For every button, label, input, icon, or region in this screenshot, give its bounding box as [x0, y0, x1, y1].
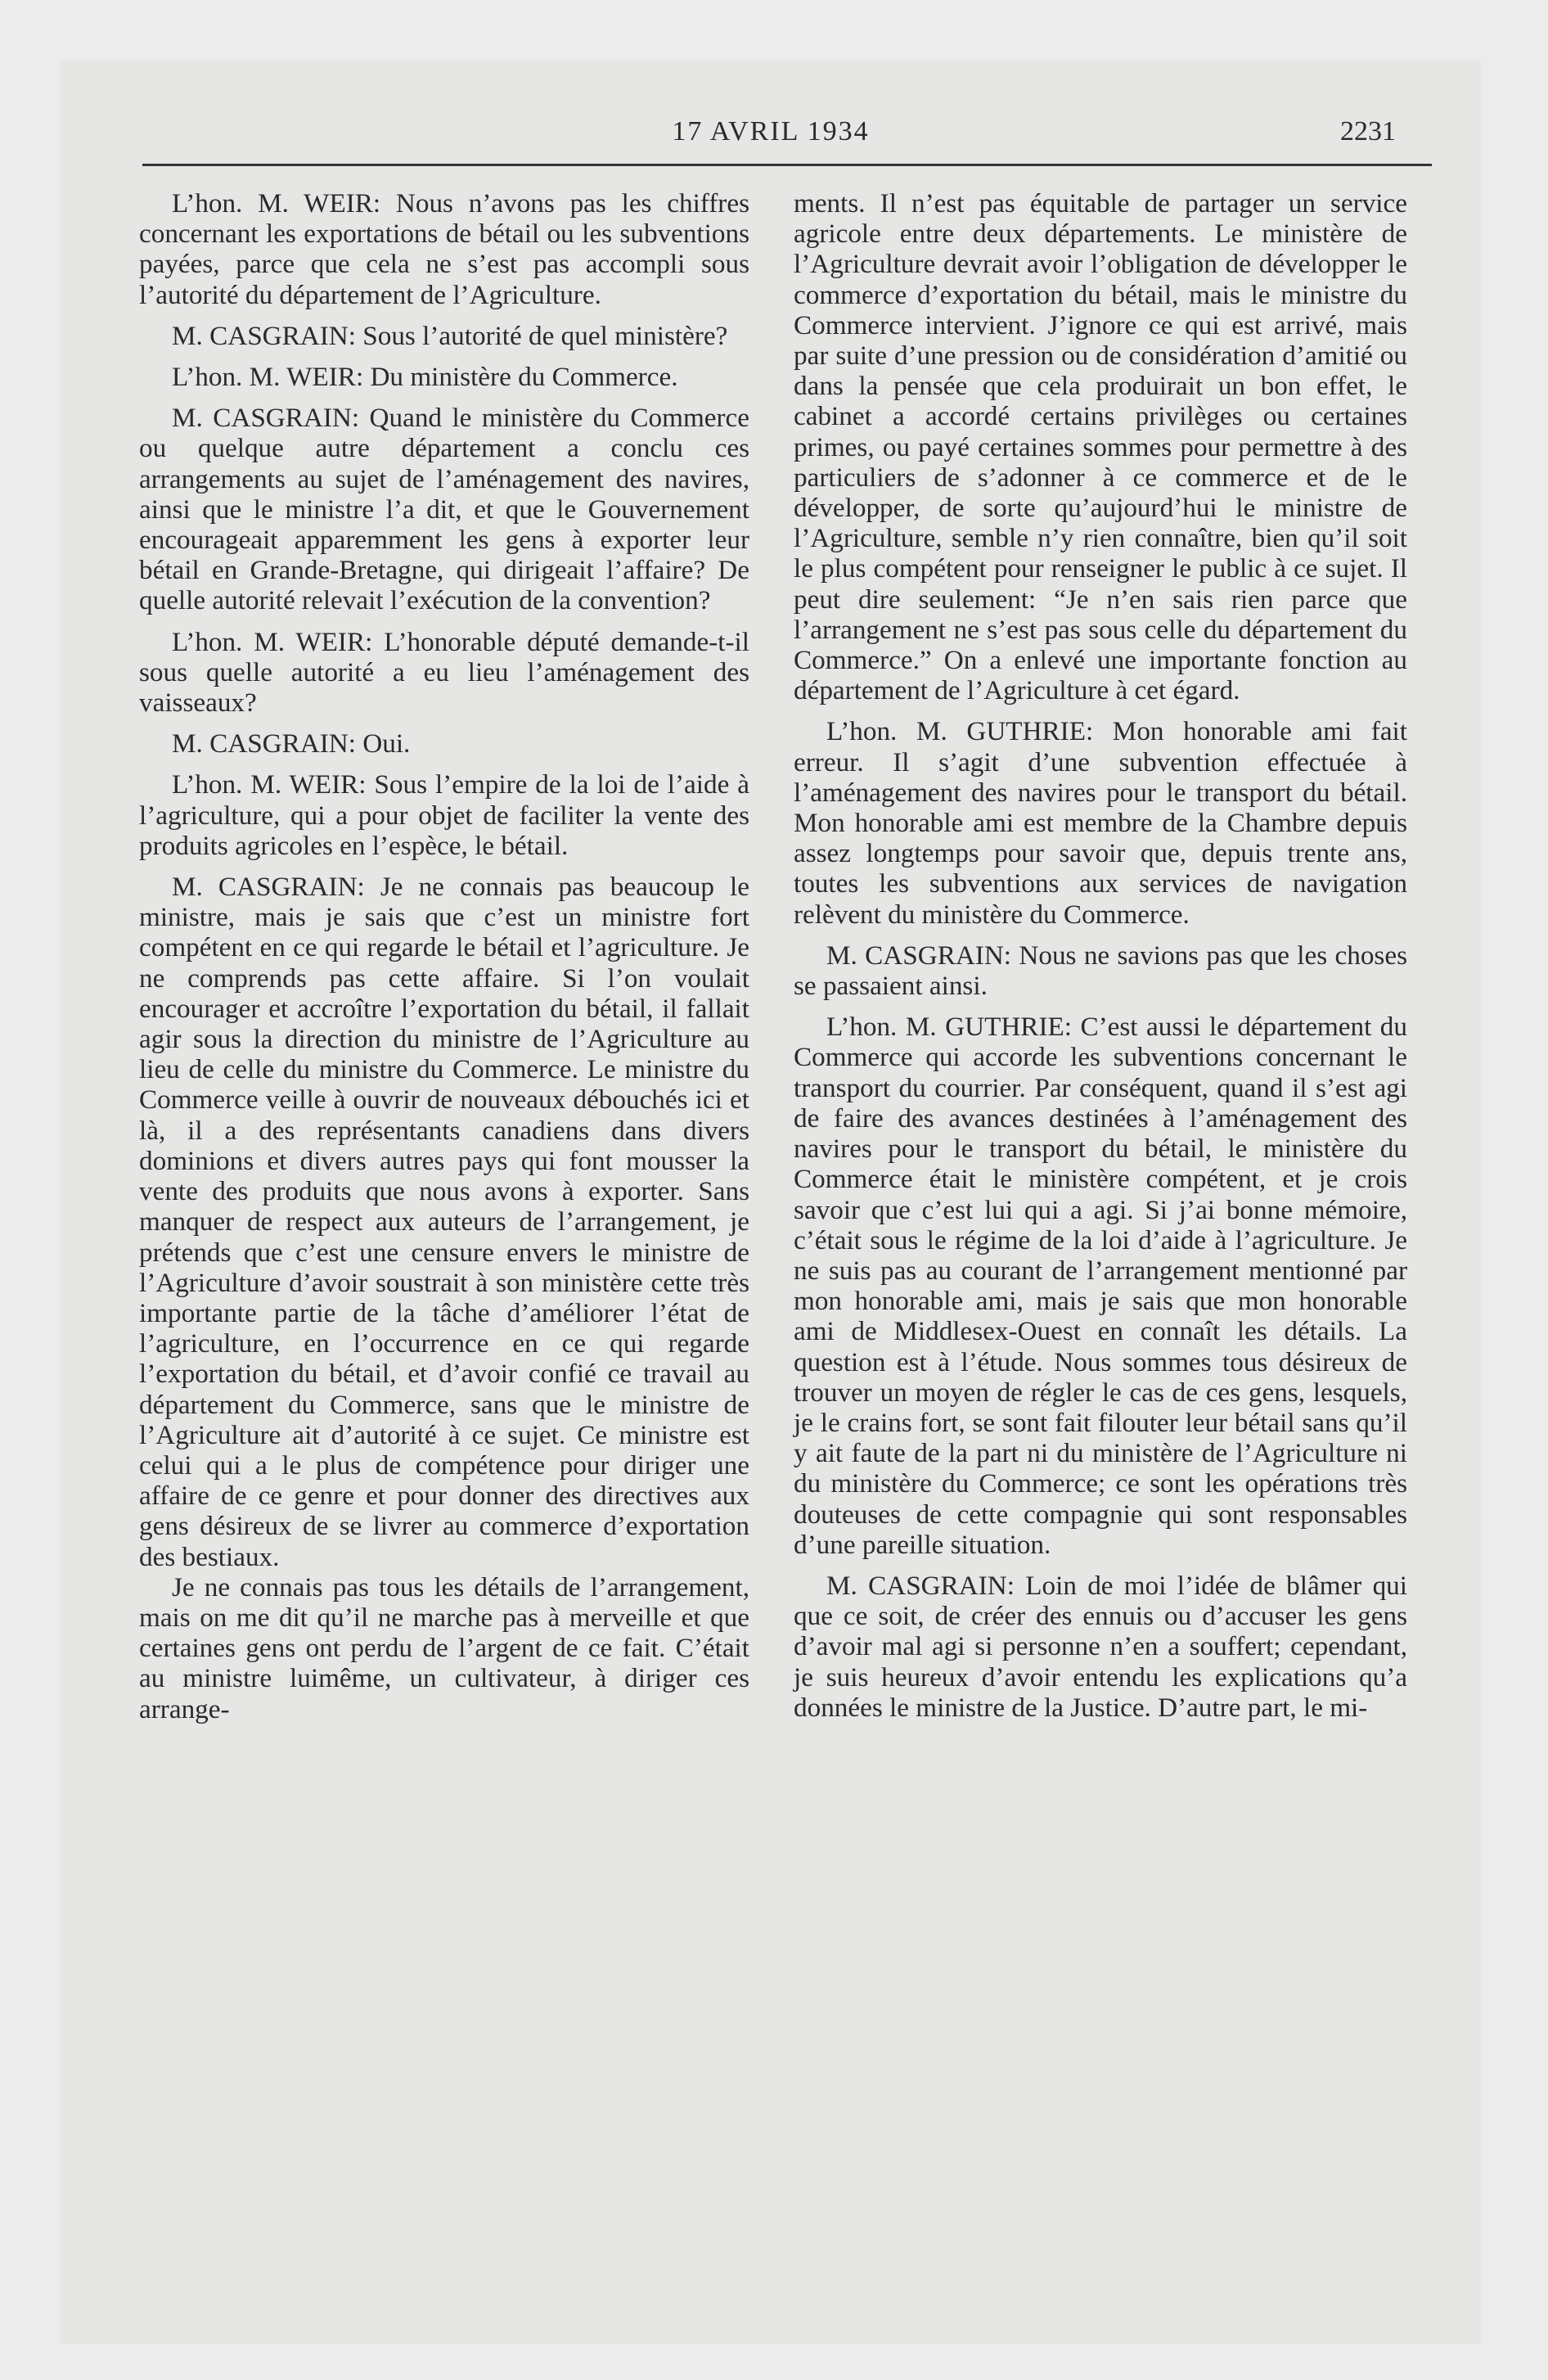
page-header	[142, 105, 1399, 154]
paragraph: L’hon. M. WEIR: Du ministère du Commerce.	[172, 362, 678, 393]
right-column	[794, 188, 1407, 1733]
paragraph: L’hon. M. GUTHRIE: Mon honorable ami fait erreur. Il s’agit d’une subvention effectuée à l’aménagement des navires pour le transport du bétail. Mon honorable ami est membre de la Chambre depuis assez longtemps pour savoir que, depuis trente ans, toutes les subventions aux services de navigation relèvent du ministère du Commerce.	[794, 716, 1407, 930]
paragraph: Je ne connais pas tous les détails de l’arrangement, mais on me dit qu’il ne marche pas à merveille et que certaines gens ont perdu de l’argent de ce fait. C’était au ministre luimême, un cultivateur, à diriger ces arrange-	[139, 1571, 749, 1724]
paragraph: M. CASGRAIN: Sous l’autorité de quel ministère?	[172, 320, 728, 351]
paragraph: M. CASGRAIN: Je ne connais pas beaucoup le ministre, mais je sais que c’est un ministre fort compétent en ce qui regarde le bétail et l’agriculture. Je ne comprends pas cette affaire. Si l’on voulait encourager et accroître l’exportation du bétail, il fallait agir sous la direction du ministre de l’Agriculture au lieu de celle du ministre du Commerce. Le ministre du Commerce veille à ouvrir de nouveaux débouchés ici et là, il a des représentants canadiens dans divers dominions et divers autres pays qui font mousser la vente des produits que nous avons à exporter. Sans manquer de respect aux auteurs de l’arrangement, je prétends que c’est une censure envers le ministre de l’Agriculture d’avoir soustrait à son ministère cette très importante partie de la tâche d’améliorer l’état de l’agriculture, en l’occurrence en ce qui regarde l’exportation du bétail, et d’avoir confié ce travail au département du Commerce, sans que le ministre de l’Agriculture ait d’autorité à ce sujet. Ce ministre est celui qui a le plus de compétence pour diriger une affaire de ce genre et pour donner des directives aux gens désireux de se livrer au commerce d’exportation des bestiaux.	[139, 872, 749, 1572]
header-date: 17 AVRIL 1934	[672, 116, 870, 146]
paragraph: M. CASGRAIN: Quand le ministère du Commerce ou quelque autre département a conclu ces arrangements au sujet de l’aménagement des navires, ainsi que le ministre l’a dit, et que le Gouvernement encourageait apparemment les gens à exporter leur bétail en Grande-Bretagne, qui dirigeait l’affaire? De quelle autorité relevait l’exécution de la convention?	[139, 403, 749, 616]
document-page	[61, 61, 1481, 2344]
left-column	[139, 188, 749, 1735]
paragraph: ments. Il n’est pas équitable de partager un service agricole entre deux départements. Le ministère de l’Agriculture devrait avoir l’obligation de développer le commerce d’exportation du bétail, mais le ministre du Commerce intervient. J’ignore ce qui est arrivé, mais par suite d’une pression ou de considération d’amitié ou dans la pensée que cela produirait un bon effet, le cabinet a accordé certains privilèges ou certaines primes, ou payé certaines sommes pour permettre à des particuliers de s’adonner à ce commerce et de le développer, de sorte qu’aujourd’hui le ministre de l’Agriculture, semble n’y rien connaître, bien qu’il soit le plus compétent pour renseigner le public à ce sujet. Il peut dire seulement: “Je n’en sais rien parce que l’arrangement ne s’est pas sous celle du département du Commerce.” On a enlevé une importante fonction au département de l’Agriculture à cet égard.	[794, 188, 1407, 706]
paragraph: L’hon. M. WEIR: Nous n’avons pas les chiffres concernant les exportations de bétail ou les subventions payées, parce que cela ne s’est pas accompli sous l’autorité du département de l’Agriculture.	[139, 188, 749, 310]
paragraph: L’hon. M. WEIR: L’honorable député demande-t-il sous quelle autorité a eu lieu l’aménagement des vaisseaux?	[139, 626, 749, 719]
paragraph: M. CASGRAIN: Oui.	[172, 728, 411, 760]
paragraph: L’hon. M. WEIR: Sous l’empire de la loi de l’aide à l’agriculture, qui a pour objet de faciliter la vente des produits agricoles en l’espèce, le bétail.	[139, 769, 749, 861]
page-number: 2231	[1340, 116, 1396, 146]
paragraph: L’hon. M. GUTHRIE: C’est aussi le département du Commerce qui accorde les subventions concernant le transport du courrier. Par conséquent, quand il s’est agi de faire des avances destinées à l’aménagement des navires pour le transport du bétail, le ministère du Commerce était le ministère compétent, et je crois savoir que c’est lui qui a agi. Si j’ai bonne mémoire, c’était sous le régime de la loi d’aide à l’agriculture. Je ne suis pas au courant de l’arrangement mentionné par mon honorable ami, mais je sais que mon honorable ami de Middlesex-Ouest en connaît les détails. La question est à l’étude. Nous sommes tous désireux de trouver un moyen de régler le cas de ces gens, lesquels, je le crains fort, se sont fait filouter leur bétail sans qu’il y ait faute de la part ni du ministère de l’Agriculture ni du ministère du Commerce; ce sont les opérations très douteuses de cette compagnie qui sont responsables d’une pareille situation.	[794, 1012, 1407, 1560]
header-rule	[142, 164, 1432, 166]
paragraph: M. CASGRAIN: Nous ne savions pas que les choses se passaient ainsi.	[794, 940, 1407, 1002]
paragraph: M. CASGRAIN: Loin de moi l’idée de blâmer qui que ce soit, de créer des ennuis ou d’accuser les gens d’avoir mal agi si personne n’en a souffert; cependant, je suis heureux d’avoir entendu les explications qu’a données le ministre de la Justice. D’autre part, le mi-	[794, 1570, 1407, 1723]
